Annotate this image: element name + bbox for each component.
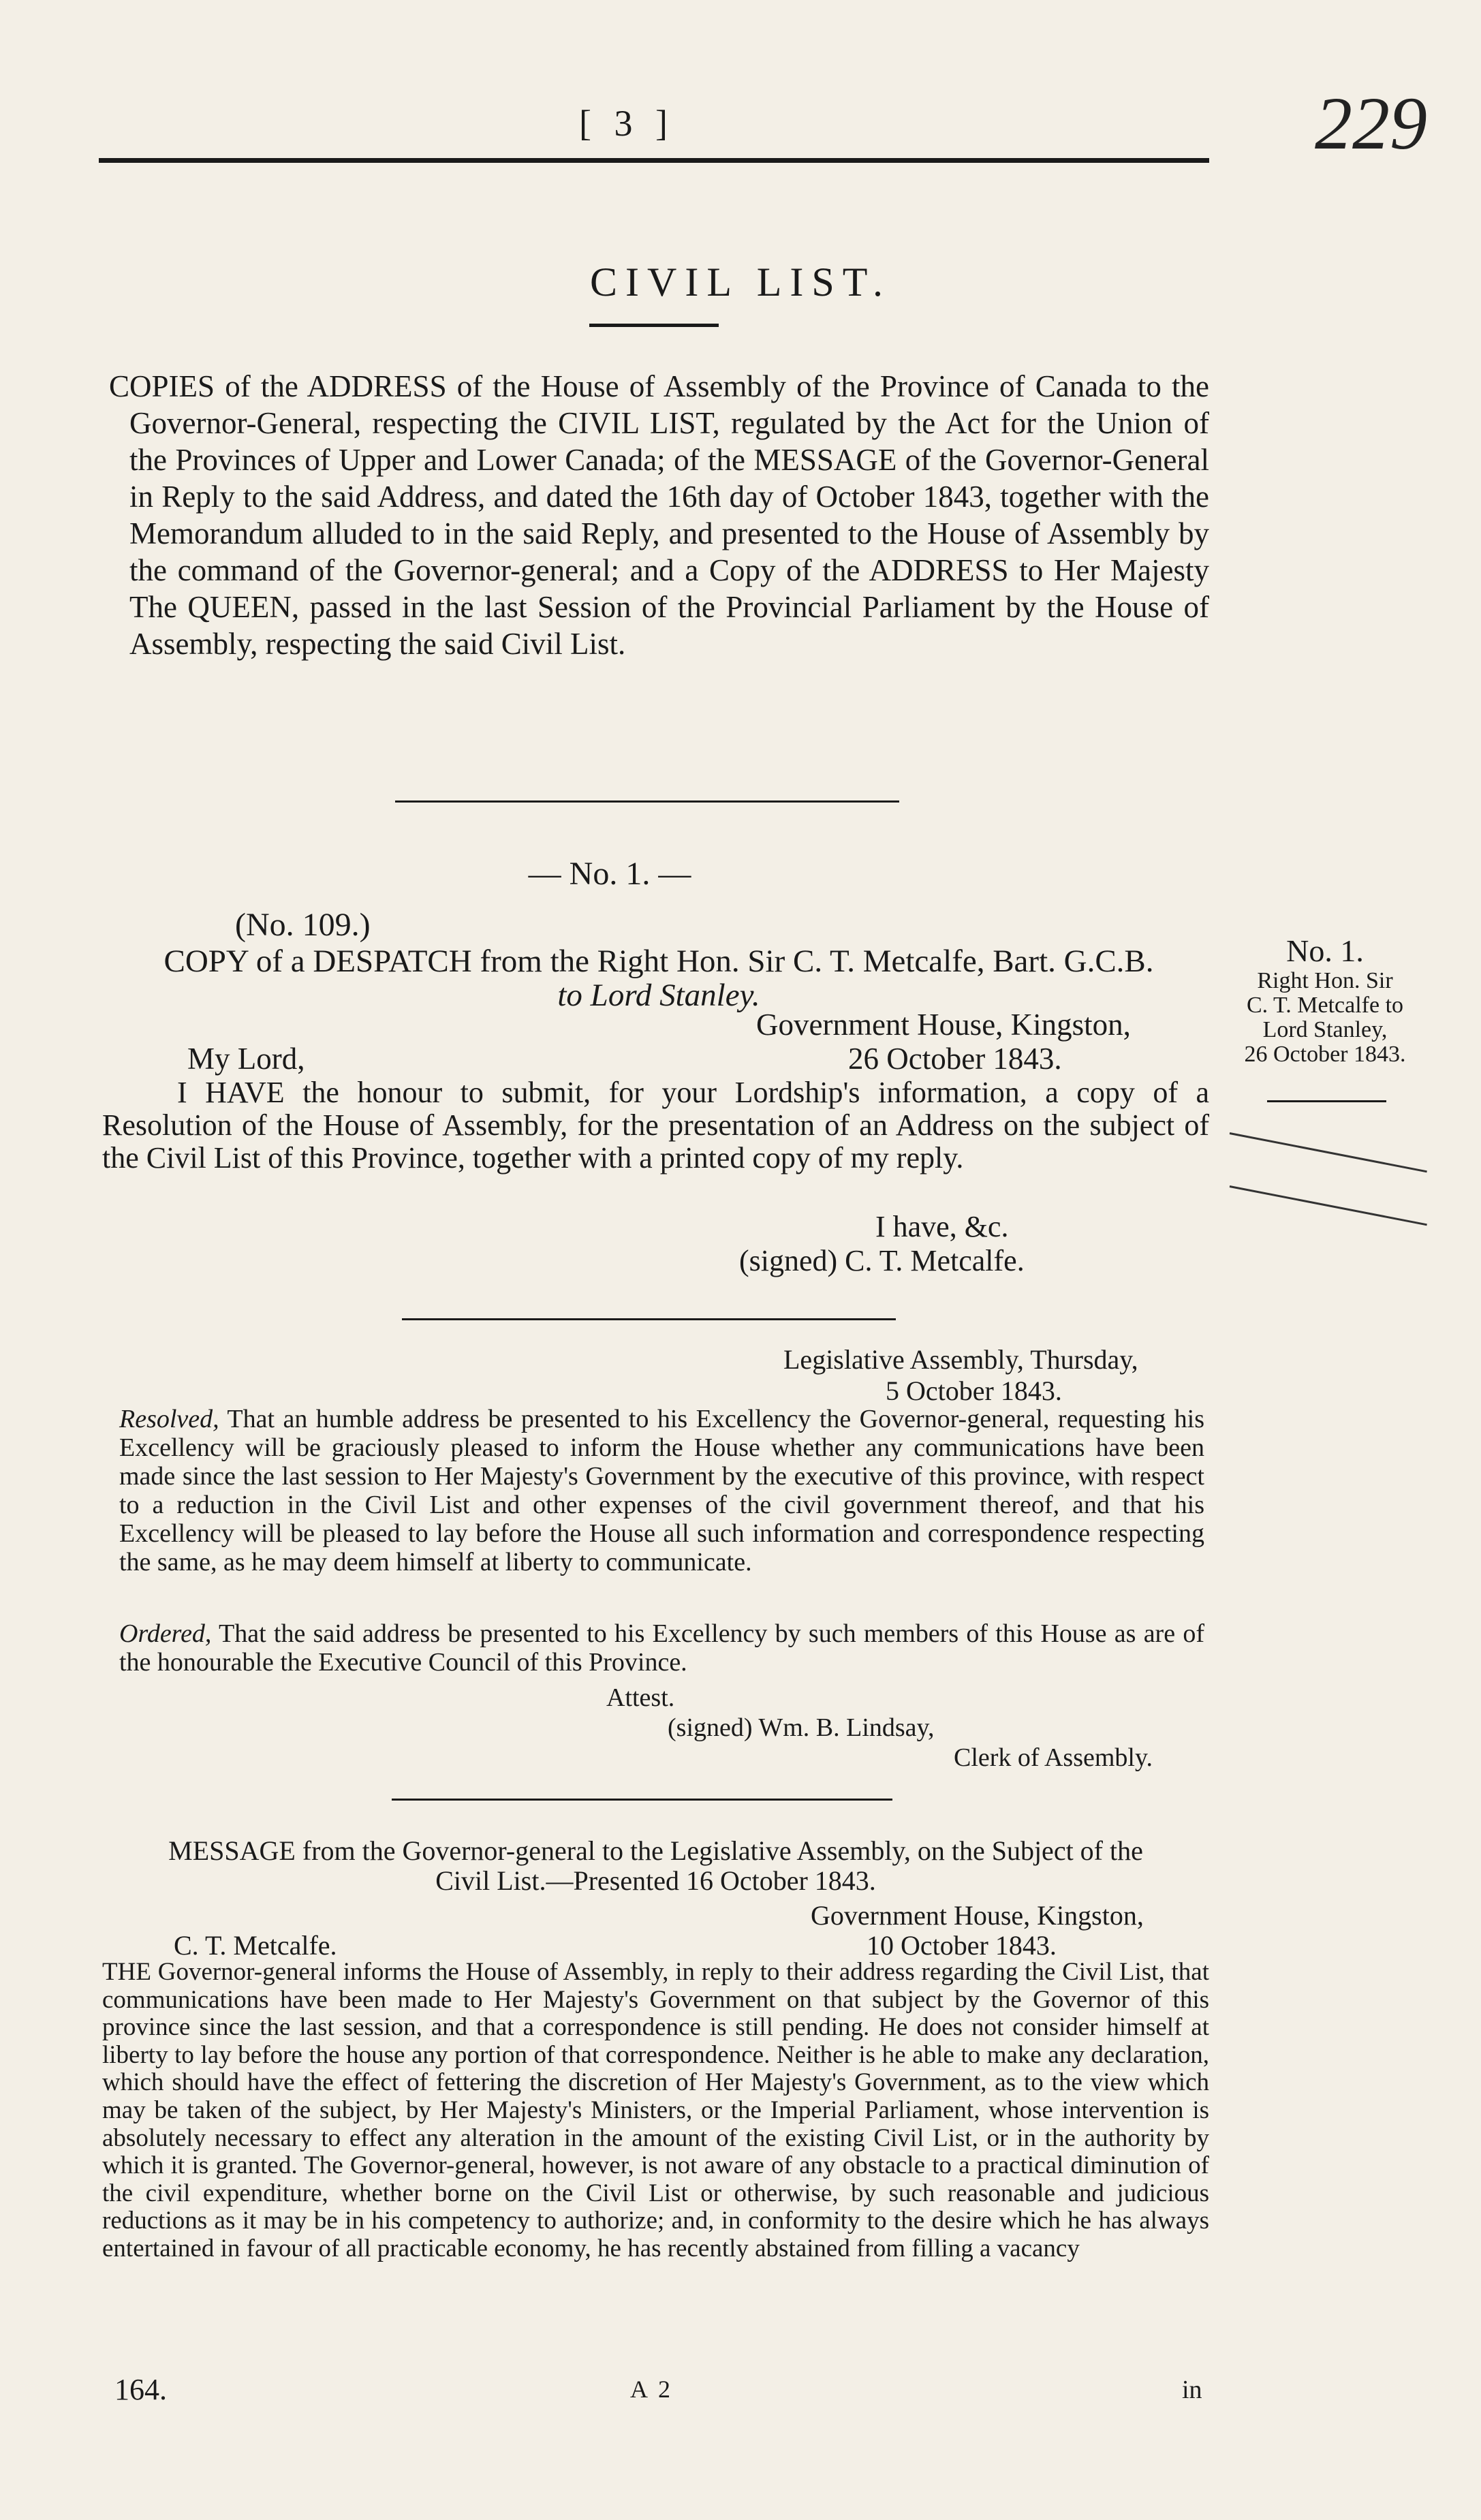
clerk-title: Clerk of Assembly. bbox=[954, 1743, 1153, 1772]
section-divider bbox=[392, 1799, 892, 1801]
message-title bbox=[102, 1836, 1209, 1896]
message-place: Government House, Kingston, bbox=[811, 1900, 1144, 1931]
resolution-date: 5 October 1843. bbox=[886, 1375, 1062, 1406]
despatch-title-line2: to Lord Stanley. bbox=[557, 978, 760, 1013]
margin-pen-stroke bbox=[1230, 1132, 1427, 1172]
despatch-place: Government House, Kingston, bbox=[756, 1008, 1131, 1042]
page-title: CIVIL LIST. bbox=[590, 260, 891, 305]
message-signatory: C. T. Metcalfe. bbox=[174, 1930, 337, 1961]
despatch-signature: (signed) C. T. Metcalfe. bbox=[739, 1244, 1025, 1277]
page-number: [ 3 ] bbox=[579, 103, 674, 144]
section-divider bbox=[395, 800, 899, 803]
ordered-paragraph bbox=[119, 1619, 1204, 1677]
handwritten-folio-number: 229 bbox=[1315, 82, 1427, 165]
catchword: in bbox=[1182, 2376, 1202, 2404]
margin-note-line: Lord Stanley, bbox=[1262, 1017, 1388, 1042]
margin-note-number: No. 1. bbox=[1286, 933, 1364, 968]
margin-note-line: C. T. Metcalfe to bbox=[1246, 993, 1404, 1018]
message-date: 10 October 1843. bbox=[867, 1930, 1057, 1961]
signature-mark: A 2 bbox=[630, 2376, 674, 2403]
despatch-title-line1: COPY of a DESPATCH from the Right Hon. Sir C. T. Metcalfe, Bart. G.C.B. bbox=[163, 944, 1154, 979]
resolved-text: That an humble address be presented to his Excellency the Governor-general, requesting his Excellency will be graciously pleased to inform the House whether any communications have been made since the last session to Her Majesty's Government by the executive of this province, with respect to a reduction in the Civil List and other expenses of the civil government thereof, and that his Excellency will be pleased to lay before the House all such information and correspondence respecting the same, as he may deem himself at liberty to communicate. bbox=[119, 1405, 1204, 1576]
header-rule bbox=[99, 158, 1209, 163]
despatch-body: I HAVE the honour to submit, for your Lordship's information, a copy of a Resolution of the House of Assembly, for the presentation of an Address on the subject of the Civil List of this Province, together with a printed copy of my reply. bbox=[102, 1076, 1209, 1175]
resolution-signature: (signed) Wm. B. Lindsay, bbox=[668, 1713, 935, 1742]
margin-note-line: 26 October 1843. bbox=[1244, 1042, 1406, 1067]
title-ornament-rule bbox=[589, 324, 719, 327]
attest-label: Attest. bbox=[606, 1683, 675, 1712]
section-heading-no1: — No. 1. — bbox=[528, 856, 691, 892]
message-title-line2: Civil List.—Presented 16 October 1843. bbox=[435, 1865, 876, 1896]
intro-paragraph bbox=[109, 368, 1209, 662]
despatch-date: 26 October 1843. bbox=[848, 1042, 1062, 1076]
margin-note bbox=[1223, 933, 1427, 1067]
intro-text: COPIES of the ADDRESS of the House of Assembly of the Province of Canada to the Governor-General, respecting the CIVIL LIST, regulated by the Act for the Union of the Provinces of Upper and Lower Canada; of the MESSAGE of the Governor-General in Reply to the said Address, and dated the 16th day of October 1843, together with the Memorandum alluded to in the said Reply, and presented to the House of Assembly by the command of the Governor-general; and a Copy of the ADDRESS to Her Majesty The QUEEN, passed in the last Session of the Provincial Parliament by the House of Assembly, respecting the said Civil List. bbox=[109, 369, 1209, 661]
despatch-number: (No. 109.) bbox=[235, 907, 371, 943]
ordered-label: Ordered, bbox=[119, 1619, 212, 1648]
resolved-paragraph bbox=[119, 1405, 1204, 1576]
message-body: THE Governor-general informs the House of Assembly, in reply to their address regarding the Civil List, that communications have been made to Her Majesty's Government on that subject by the Governor of this province since the last session, and that a correspondence is still pending. He does not consider himself at liberty to lay before the house any portion of that correspondence. Neither is he able to make any declaration, which should have the effect of fettering the discretion of Her Majesty's Government, as to the view which may be taken of the subject, by Her Majesty's Ministers, or the Imperial Parliament, whose intervention is absolutely necessary to effect any alteration in the amount of the existing Civil List, or in the authority by which it is granted. The Governor-general, however, is not aware of any obstacle to a practical diminution of the civil expenditure, whether borne on the Civil List or otherwise, by such reasonable and judicious reductions as it may be in his competency to authorize; and, in conformity to the desire which he has always entertained in favour of all practicable economy, he has recently abstained from filling a vacancy bbox=[102, 1958, 1209, 2262]
despatch-salutation: My Lord, bbox=[187, 1042, 305, 1076]
despatch-title bbox=[104, 944, 1214, 1012]
section-divider bbox=[402, 1318, 896, 1320]
message-title-line1: MESSAGE from the Governor-general to the Legislative Assembly, on the Subject of the bbox=[168, 1835, 1143, 1866]
margin-pen-stroke bbox=[1230, 1185, 1427, 1226]
margin-note-line: Right Hon. Sir bbox=[1257, 968, 1393, 993]
resolution-heading: Legislative Assembly, Thursday, bbox=[783, 1344, 1138, 1375]
sheet-number: 164. bbox=[114, 2373, 167, 2406]
despatch-closing: I have, &c. bbox=[875, 1210, 1009, 1243]
margin-note-rule bbox=[1267, 1100, 1386, 1102]
ordered-text: That the said address be presented to his Excellency by such members of this House as are of the honourable the Executive Council of this Province. bbox=[119, 1619, 1204, 1677]
resolved-label: Resolved, bbox=[119, 1405, 219, 1433]
